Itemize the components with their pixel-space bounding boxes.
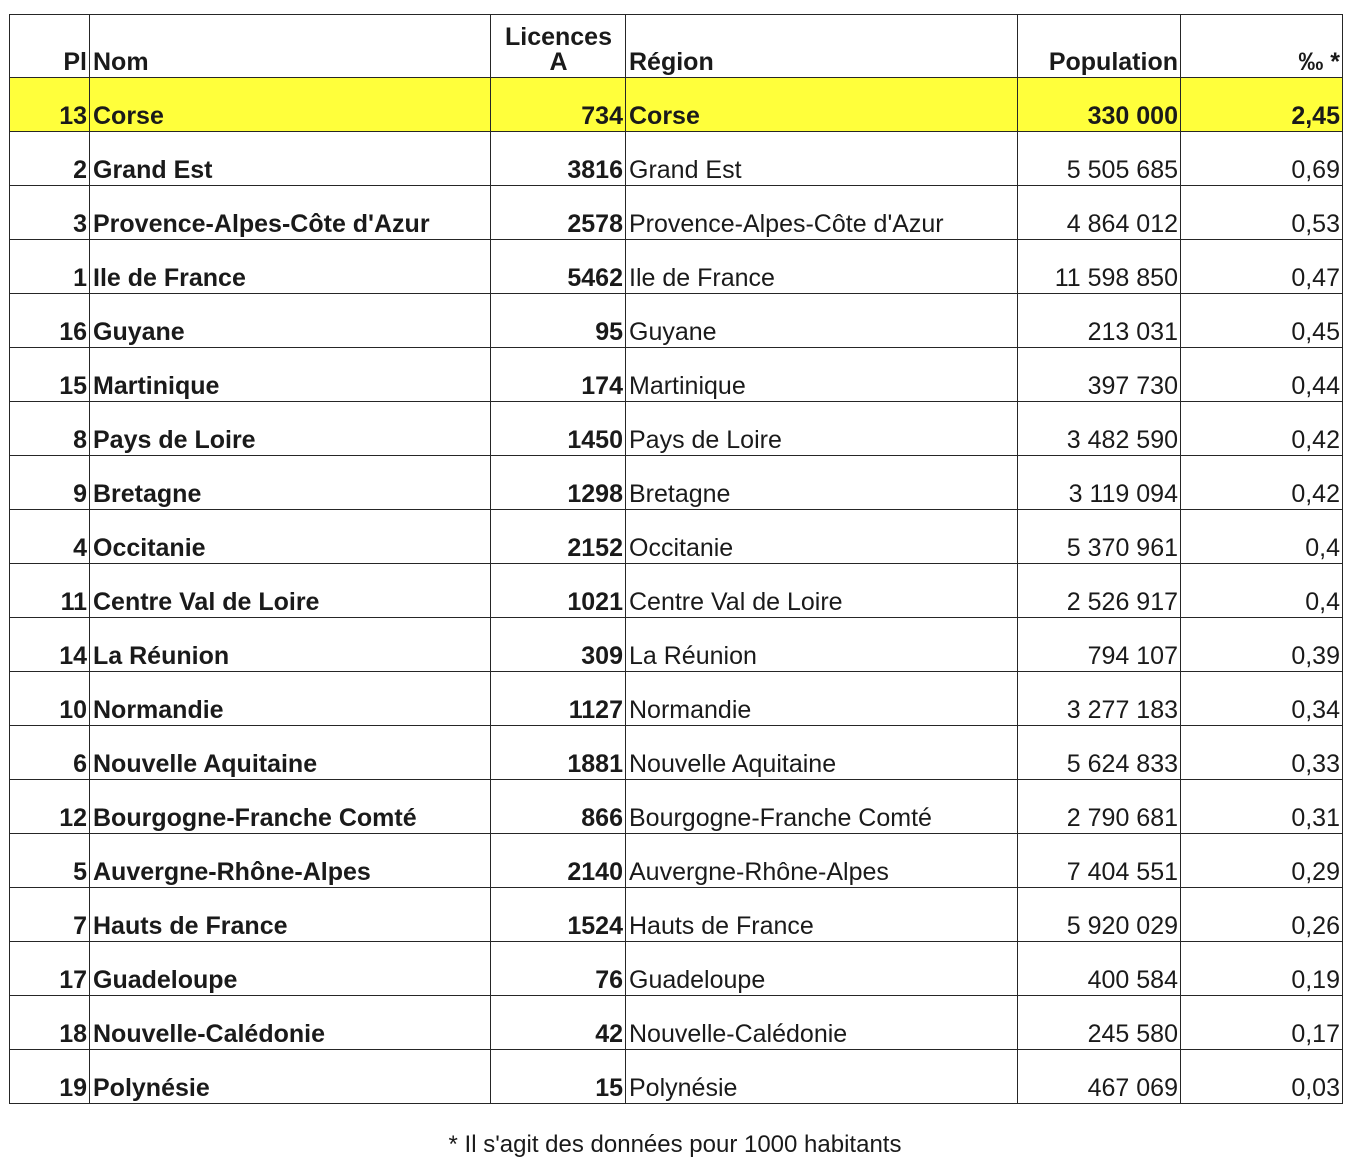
- cell-per-mille: 0,03: [1181, 1050, 1343, 1104]
- cell-region: Provence-Alpes-Côte d'Azur: [626, 186, 1018, 240]
- table-row: [10, 996, 1343, 1050]
- cell-region: Bourgogne-Franche Comté: [626, 780, 1018, 834]
- cell-per-mille: 0,19: [1181, 942, 1343, 996]
- cell-licences: 1021: [491, 564, 626, 618]
- cell-region: Normandie: [626, 672, 1018, 726]
- cell-per-mille: 0,33: [1181, 726, 1343, 780]
- cell-nom: Pays de Loire: [90, 402, 491, 456]
- table-header-row: [10, 15, 1343, 78]
- table-row: [10, 78, 1343, 132]
- cell-licences: 76: [491, 942, 626, 996]
- table-row: [10, 294, 1343, 348]
- cell-population: 5 624 833: [1018, 726, 1181, 780]
- cell-population: 397 730: [1018, 348, 1181, 402]
- cell-rank: 13: [10, 78, 90, 132]
- cell-population: 3 482 590: [1018, 402, 1181, 456]
- cell-rank: 19: [10, 1050, 90, 1104]
- cell-population: 213 031: [1018, 294, 1181, 348]
- cell-rank: 1: [10, 240, 90, 294]
- cell-nom: Nouvelle Aquitaine: [90, 726, 491, 780]
- cell-population: 2 790 681: [1018, 780, 1181, 834]
- cell-region: Ile de France: [626, 240, 1018, 294]
- cell-nom: Nouvelle-Calédonie: [90, 996, 491, 1050]
- cell-rank: 10: [10, 672, 90, 726]
- cell-population: 5 370 961: [1018, 510, 1181, 564]
- cell-per-mille: 0,45: [1181, 294, 1343, 348]
- cell-region: Guyane: [626, 294, 1018, 348]
- cell-rank: 6: [10, 726, 90, 780]
- cell-region: Bretagne: [626, 456, 1018, 510]
- table-row: [10, 402, 1343, 456]
- table-row: [10, 510, 1343, 564]
- table-row: [10, 564, 1343, 618]
- cell-licences: 95: [491, 294, 626, 348]
- cell-licences: 1298: [491, 456, 626, 510]
- cell-licences: 2152: [491, 510, 626, 564]
- cell-rank: 17: [10, 942, 90, 996]
- cell-population: 4 864 012: [1018, 186, 1181, 240]
- cell-rank: 15: [10, 348, 90, 402]
- cell-nom: Centre Val de Loire: [90, 564, 491, 618]
- cell-population: 794 107: [1018, 618, 1181, 672]
- table-row: [10, 456, 1343, 510]
- cell-region: Hauts de France: [626, 888, 1018, 942]
- cell-per-mille: 0,53: [1181, 186, 1343, 240]
- cell-licences: 866: [491, 780, 626, 834]
- cell-rank: 3: [10, 186, 90, 240]
- cell-per-mille: 0,17: [1181, 996, 1343, 1050]
- cell-rank: 5: [10, 834, 90, 888]
- table-row: [10, 780, 1343, 834]
- cell-region: Auvergne-Rhône-Alpes: [626, 834, 1018, 888]
- cell-region: Guadeloupe: [626, 942, 1018, 996]
- cell-per-mille: 0,39: [1181, 618, 1343, 672]
- cell-rank: 4: [10, 510, 90, 564]
- cell-licences: 3816: [491, 132, 626, 186]
- cell-nom: Auvergne-Rhône-Alpes: [90, 834, 491, 888]
- cell-nom: Polynésie: [90, 1050, 491, 1104]
- cell-licences: 174: [491, 348, 626, 402]
- cell-region: Corse: [626, 78, 1018, 132]
- cell-population: 3 277 183: [1018, 672, 1181, 726]
- cell-region: Nouvelle Aquitaine: [626, 726, 1018, 780]
- cell-nom: Bretagne: [90, 456, 491, 510]
- cell-region: Grand Est: [626, 132, 1018, 186]
- table-row: [10, 618, 1343, 672]
- table-row: [10, 726, 1343, 780]
- cell-nom: Ile de France: [90, 240, 491, 294]
- cell-licences: 2140: [491, 834, 626, 888]
- header-licences-line2: A: [549, 48, 568, 76]
- cell-population: 11 598 850: [1018, 240, 1181, 294]
- cell-nom: Guadeloupe: [90, 942, 491, 996]
- cell-per-mille: 0,4: [1181, 510, 1343, 564]
- table-row: [10, 132, 1343, 186]
- cell-licences: 1524: [491, 888, 626, 942]
- cell-per-mille: 0,4: [1181, 564, 1343, 618]
- cell-population: 467 069: [1018, 1050, 1181, 1104]
- table-row: [10, 186, 1343, 240]
- cell-region: Polynésie: [626, 1050, 1018, 1104]
- cell-population: 2 526 917: [1018, 564, 1181, 618]
- cell-licences: 5462: [491, 240, 626, 294]
- cell-nom: Martinique: [90, 348, 491, 402]
- cell-licences: 15: [491, 1050, 626, 1104]
- cell-region: Pays de Loire: [626, 402, 1018, 456]
- cell-nom: Normandie: [90, 672, 491, 726]
- cell-population: 5 920 029: [1018, 888, 1181, 942]
- cell-rank: 9: [10, 456, 90, 510]
- cell-per-mille: 0,44: [1181, 348, 1343, 402]
- cell-rank: 8: [10, 402, 90, 456]
- cell-nom: Provence-Alpes-Côte d'Azur: [90, 186, 491, 240]
- cell-licences: 309: [491, 618, 626, 672]
- table-row: [10, 888, 1343, 942]
- header-licences-line1: Licences: [504, 23, 612, 51]
- cell-licences: 1450: [491, 402, 626, 456]
- cell-licences: 42: [491, 996, 626, 1050]
- cell-per-mille: 0,69: [1181, 132, 1343, 186]
- table-body: [10, 78, 1343, 1104]
- cell-region: Centre Val de Loire: [626, 564, 1018, 618]
- cell-nom: Occitanie: [90, 510, 491, 564]
- cell-nom: Corse: [90, 78, 491, 132]
- cell-population: 5 505 685: [1018, 132, 1181, 186]
- table-row: [10, 834, 1343, 888]
- cell-nom: Hauts de France: [90, 888, 491, 942]
- cell-rank: 16: [10, 294, 90, 348]
- header-region: Région: [626, 15, 1018, 78]
- header-licences: [491, 15, 626, 78]
- cell-rank: 11: [10, 564, 90, 618]
- cell-population: 330 000: [1018, 78, 1181, 132]
- cell-per-mille: 2,45: [1181, 78, 1343, 132]
- table-row: [10, 240, 1343, 294]
- header-rank: Pl: [10, 15, 90, 78]
- cell-rank: 12: [10, 780, 90, 834]
- cell-rank: 18: [10, 996, 90, 1050]
- cell-population: 400 584: [1018, 942, 1181, 996]
- cell-region: Occitanie: [626, 510, 1018, 564]
- licences-table: [9, 14, 1343, 1104]
- header-nom: Nom: [90, 15, 491, 78]
- cell-per-mille: 0,42: [1181, 456, 1343, 510]
- cell-nom: Guyane: [90, 294, 491, 348]
- cell-region: Nouvelle-Calédonie: [626, 996, 1018, 1050]
- cell-per-mille: 0,29: [1181, 834, 1343, 888]
- cell-nom: Grand Est: [90, 132, 491, 186]
- cell-licences: 2578: [491, 186, 626, 240]
- cell-population: 3 119 094: [1018, 456, 1181, 510]
- cell-population: 7 404 551: [1018, 834, 1181, 888]
- cell-per-mille: 0,47: [1181, 240, 1343, 294]
- table-row: [10, 672, 1343, 726]
- cell-licences: 1881: [491, 726, 626, 780]
- cell-per-mille: 0,42: [1181, 402, 1343, 456]
- cell-region: Martinique: [626, 348, 1018, 402]
- cell-nom: Bourgogne-Franche Comté: [90, 780, 491, 834]
- table-row: [10, 348, 1343, 402]
- cell-per-mille: 0,26: [1181, 888, 1343, 942]
- header-per-mille: ‰ *: [1181, 15, 1343, 78]
- cell-per-mille: 0,34: [1181, 672, 1343, 726]
- header-population: Population: [1018, 15, 1181, 78]
- table-row: [10, 942, 1343, 996]
- cell-rank: 7: [10, 888, 90, 942]
- table-row: [10, 1050, 1343, 1104]
- footnote: * Il s'agit des données pour 1000 habitants: [448, 1131, 902, 1158]
- cell-licences: 1127: [491, 672, 626, 726]
- cell-rank: 14: [10, 618, 90, 672]
- cell-licences: 734: [491, 78, 626, 132]
- cell-nom: La Réunion: [90, 618, 491, 672]
- cell-region: La Réunion: [626, 618, 1018, 672]
- cell-population: 245 580: [1018, 996, 1181, 1050]
- cell-rank: 2: [10, 132, 90, 186]
- cell-per-mille: 0,31: [1181, 780, 1343, 834]
